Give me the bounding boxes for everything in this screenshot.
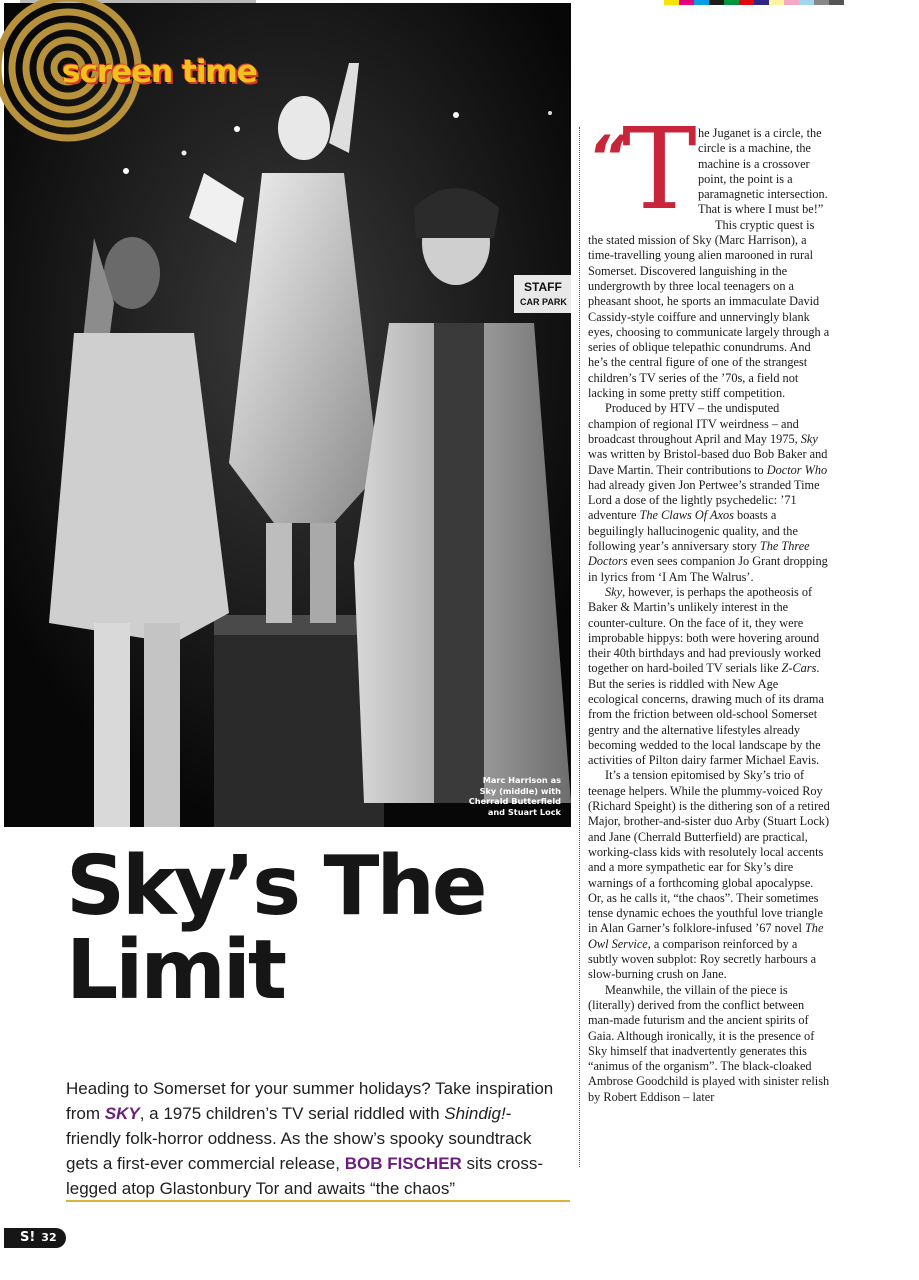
italic-title: Sky [605, 584, 623, 599]
drop-cap-letter: T [622, 105, 697, 235]
article-headline [66, 839, 566, 1018]
paragraph-6: Meanwhile, the villain of the piece is (literally) derived from the conflict between man-made futurism and the ancient spirits of Gaia. Although ironically, it is the presence of Sky himself that inadvertently generates this “animus of the organism”. The black-cloaked Ambrose Goodchild is played with sinister relish by Robert Eddison – later [588, 982, 830, 1104]
headline-line-1: Sky’s The [66, 839, 485, 934]
section-label: screen time [62, 54, 257, 90]
author-name: BOB FISCHER [344, 1154, 462, 1173]
sign-text-2: CAR PARK [520, 297, 567, 307]
caption-line: Cherrald Butterfield [468, 796, 561, 806]
magazine-name: Shindig! [444, 1104, 506, 1123]
sign-text-1: STAFF [524, 280, 562, 294]
paragraph-5 [588, 768, 830, 982]
italic-title: The Claws Of Axos [639, 508, 734, 523]
paragraph-text: had already given Jon Pertwee’s stranded Time Lord a dose of the lightly psychedelic: ’71 adventure [588, 477, 820, 523]
standfirst-rule [66, 1200, 570, 1202]
caption-line: and Stuart Lock [487, 806, 561, 817]
caption-line: Marc Harrison as [482, 775, 561, 785]
italic-title: The Owl Service [588, 921, 824, 951]
page-number-badge [4, 1228, 66, 1248]
paragraph-1 [588, 105, 830, 235]
column-divider [579, 127, 580, 1167]
drop-cap [588, 105, 697, 235]
paragraph-text: , a comparison reinforced by a subtly woven subplot: Roy secretly harbours a slow-burning crush on Jane. [588, 936, 817, 982]
italic-title: The Three Doctors [588, 539, 810, 569]
paragraph-2: This cryptic quest is the stated mission of Sky (Marc Harrison), a time-travelling young alien marooned in rural Somerset. Discovered languishing in the undergrowth by three local teenagers on a pheasant shoot, he sports an immaculate David Cassidy-style coiffure and unnervingly blank eyes, choosing to communicate largely through a series of oblique telepathic conundrums. And he’s the central figure of one of the strangest children’s TV series of the ’70s, a field not lacking in some pretty stiff competition. [588, 217, 830, 401]
photo-caption [411, 775, 561, 817]
colour-registration-strip [664, 0, 844, 5]
paragraph-text: even sees companion Jo Grant dropping in lyrics from ‘I Am The Walrus’. [588, 554, 828, 584]
paragraph-3 [588, 401, 830, 585]
standfirst-text: , a 1975 children’s TV serial riddled with [139, 1104, 445, 1123]
standfirst-text: Heading to Somerset for your summer holidays? Take inspiration from [66, 1079, 554, 1123]
paragraph-text: , however, is perhaps the apotheosis of Baker & Martin’s unlikely interest in the counter-culture. On the face of it, they were improbable hippys: both were hovering around their 40th birthdays and had previously worked together on hard-boiled TV serials like [588, 584, 821, 676]
italic-title: Z-Cars [781, 661, 817, 676]
standfirst-text: sits cross-legged atop Glastonbury Tor and awaits “the chaos” [66, 1154, 544, 1198]
article-body [588, 105, 830, 1105]
paragraph-text: . But the series is riddled with New Age ecological concerns, drawing much of its drama from the friction between old-school Somerset gentry and the alternative lifestyles already becoming wedded to the local landscape by the activities of Pilton dairy farmer Michael Eavis. [588, 661, 824, 768]
standfirst-text: -friendly folk-horror oddness. As the show’s spooky soundtrack gets a first-ever commercial release, [66, 1104, 532, 1173]
paragraph-text: It’s a tension epitomised by Sky’s trio of teenage helpers. While the plummy-voiced Roy (Richard Speight) is the dithering son of a retired Major, brother-and-sister duo Arby (Stuart Lock) and Jane (Cherrald Butterfield) are practical, working-class kids with resolutely local accents and a more sympathetic ear for Sky’s dire warnings of a forthcoming global apocalypse. Or, as he calls it, “the chaos”. Their sometimes tense dynamic echoes the youthful love triangle in Alan Garner’s folklore-infused ’67 novel [588, 768, 830, 936]
show-title: SKY [104, 1104, 140, 1123]
magazine-logo: S! [20, 1230, 36, 1245]
italic-title: Doctor Who [766, 462, 828, 477]
drop-cap-quote: “ [588, 123, 626, 191]
paragraph-text: Produced by HTV – the undisputed champion of regional ITV weirdness – and broadcast throughout April and May 1975, [588, 401, 801, 446]
caption-line: Sky (middle) with [479, 785, 561, 796]
paragraph-text: boasts a beguilingly hallucinogenic quality, and the following year’s anniversary story [588, 508, 798, 554]
page-number: 32 [41, 1231, 57, 1244]
italic-title: Sky [800, 431, 818, 446]
paragraph-text: was written by Bristol-based duo Bob Baker and Dave Martin. Their contributions to [588, 447, 828, 477]
standfirst [66, 1076, 566, 1201]
headline-line-2: Limit [66, 923, 285, 1018]
paragraph-4 [588, 585, 830, 769]
paragraph-text: he Juganet is a circle, the circle is a machine, the machine is a crossover point, the point is a paramagnetic intersection. That is where I must be!” [698, 126, 828, 217]
